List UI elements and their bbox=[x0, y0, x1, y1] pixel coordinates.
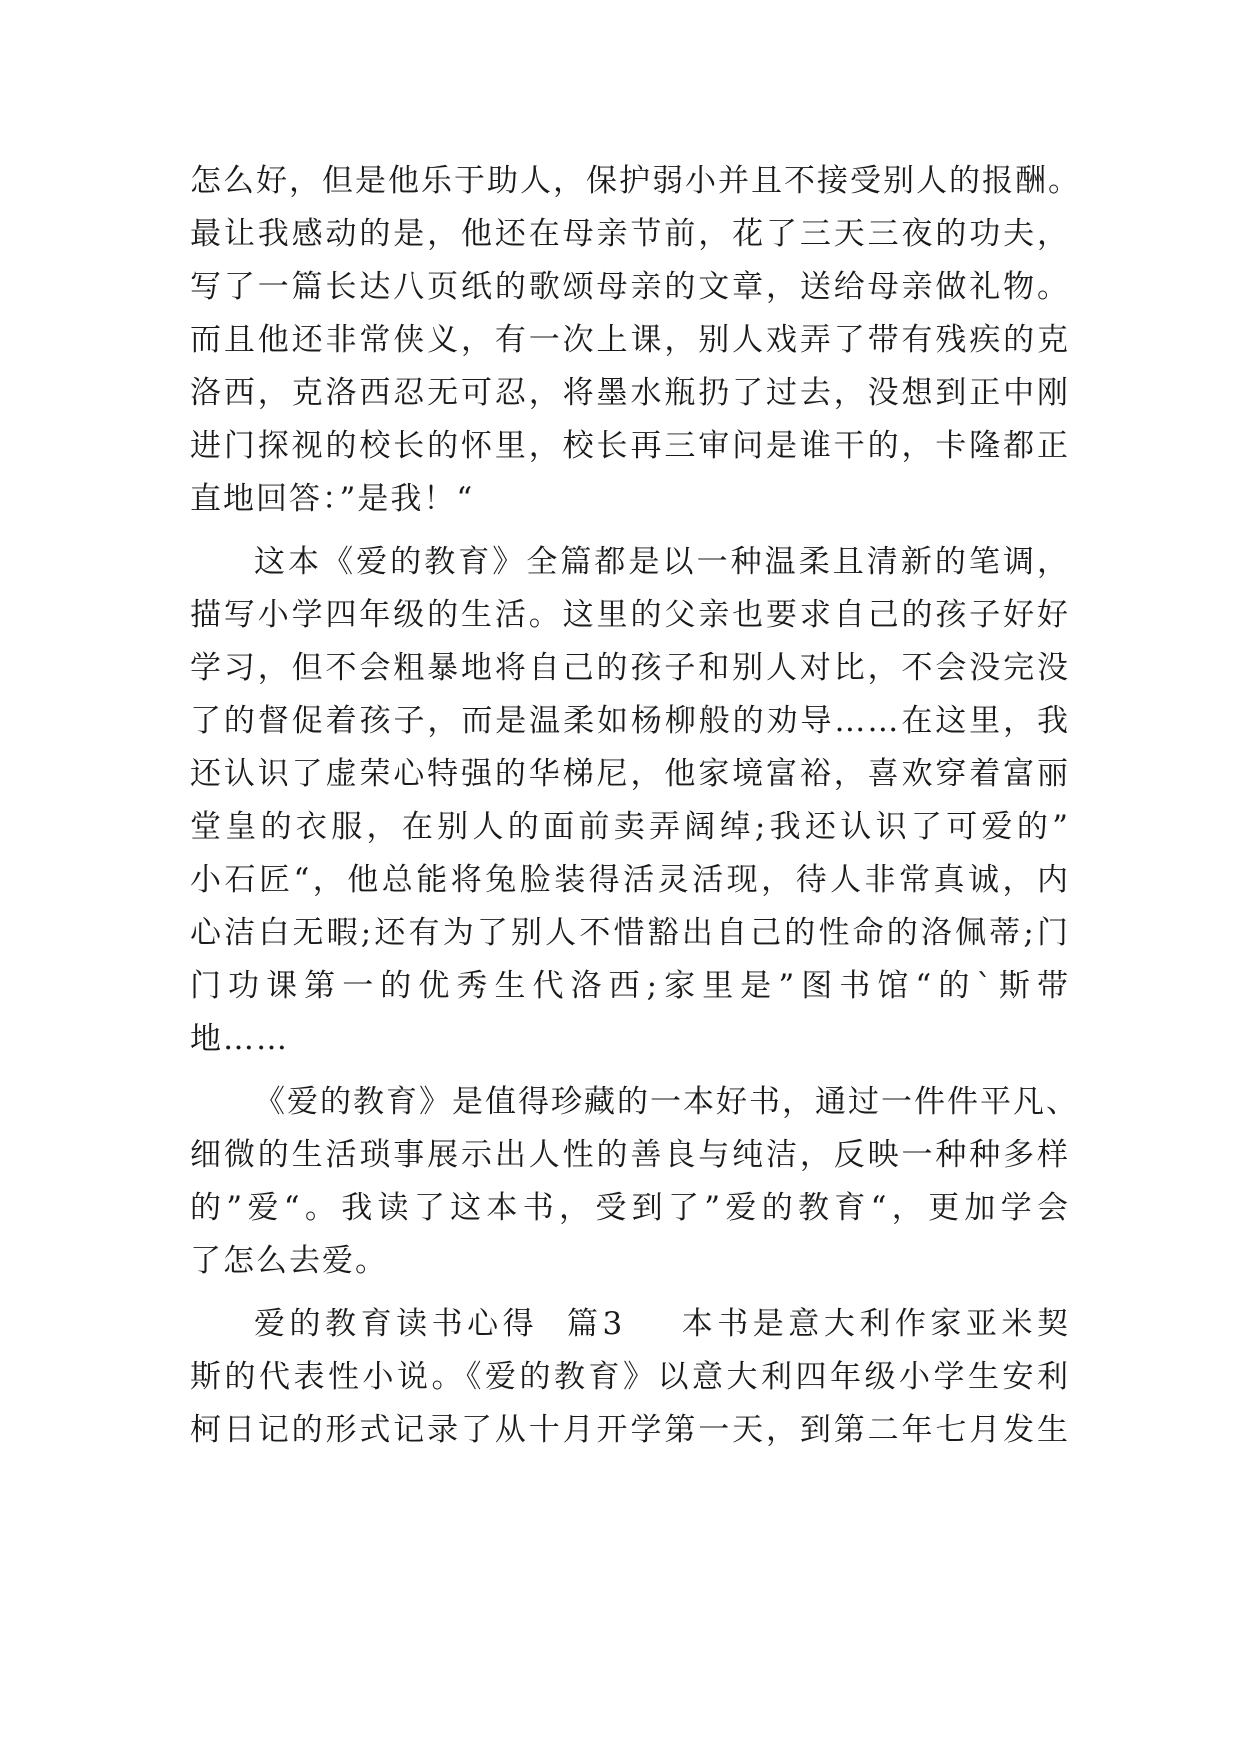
text-line: 而且他还非常侠义，有一次上课，别人戏弄了带有残疾的克 bbox=[190, 322, 1070, 358]
text-line: 柯日记的形式记录了从十月开学第一天，到第二年七月发生 bbox=[190, 1412, 1070, 1448]
text-line: 的”爱“。我读了这本书，受到了”爱的教育“，更加学会 bbox=[190, 1190, 1070, 1226]
text-line: 爱的教育读书心得 篇3 本书是意大利作家亚米契 bbox=[254, 1306, 1070, 1342]
body-text bbox=[190, 155, 1081, 1457]
text-line: 学习，但不会粗暴地将自己的孩子和别人对比，不会没完没 bbox=[190, 650, 1070, 686]
paragraph bbox=[190, 536, 1070, 1066]
text-line: 了怎么去爱。 bbox=[190, 1243, 388, 1279]
text-line: 这本《爱的教育》全篇都是以一种温柔且清新的笔调， bbox=[254, 544, 1070, 580]
text-line: 描写小学四年级的生活。这里的父亲也要求自己的孩子好好 bbox=[190, 597, 1070, 633]
paragraph bbox=[190, 1298, 1070, 1457]
text-line: 直地回答：”是我！“ bbox=[190, 481, 475, 517]
text-line: 怎么好，但是他乐于助人，保护弱小并且不接受别人的报酬。 bbox=[190, 163, 1081, 199]
text-line: 斯的代表性小说。《爱的教育》以意大利四年级小学生安利 bbox=[190, 1359, 1070, 1395]
text-line: 最让我感动的是，他还在母亲节前，花了三天三夜的功夫， bbox=[190, 216, 1070, 252]
paragraph bbox=[190, 1076, 1079, 1288]
text-line: 门功课第一的优秀生代洛西;家里是”图书馆“的`斯带 bbox=[190, 968, 1070, 1004]
text-line: 写了一篇长达八页纸的歌颂母亲的文章，送给母亲做礼物。 bbox=[190, 269, 1070, 305]
text-line: 小石匠“，他总能将兔脸装得活灵活现，待人非常真诚，内 bbox=[190, 862, 1070, 898]
text-line: 《爱的教育》是值得珍藏的一本好书，通过一件件平凡、 bbox=[254, 1084, 1079, 1120]
text-line: 堂皇的衣服，在别人的面前卖弄阔绰;我还认识了可爱的” bbox=[190, 809, 1070, 845]
text-line: 心洁白无暇;还有为了别人不惜豁出自己的性命的洛佩蒂;门 bbox=[190, 915, 1070, 951]
text-line: 地…… bbox=[190, 1021, 289, 1057]
text-line: 了的督促着孩子，而是温柔如杨柳般的劝导……在这里，我 bbox=[190, 703, 1070, 739]
text-line: 进门探视的校长的怀里，校长再三审问是谁干的，卡隆都正 bbox=[190, 428, 1070, 464]
text-line: 细微的生活琐事展示出人性的善良与纯洁，反映一种种多样 bbox=[190, 1137, 1070, 1173]
paragraph bbox=[190, 155, 1081, 526]
text-line: 洛西，克洛西忍无可忍，将墨水瓶扔了过去，没想到正中刚 bbox=[190, 375, 1070, 411]
text-line: 还认识了虚荣心特强的华梯尼，他家境富裕，喜欢穿着富丽 bbox=[190, 756, 1070, 792]
